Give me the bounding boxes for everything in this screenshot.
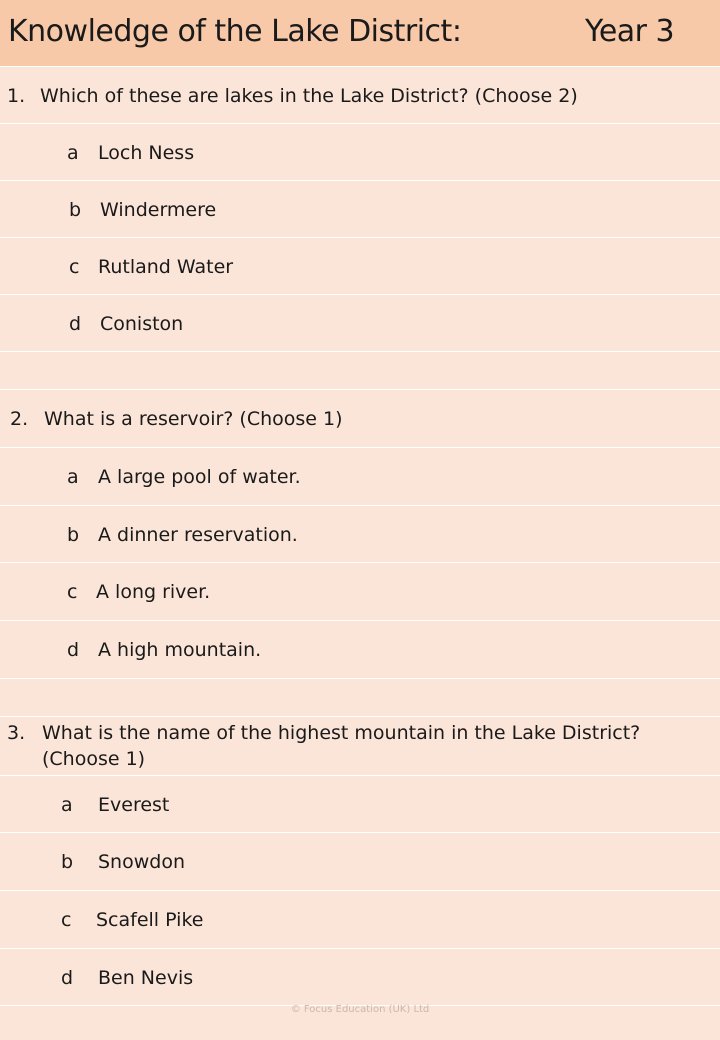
option-text: Ben Nevis: [98, 967, 194, 989]
option-letter: c: [67, 581, 78, 603]
option-letter: b: [61, 851, 74, 873]
question-text: What is a reservoir? (Choose 1): [44, 408, 343, 430]
option-letter: c: [69, 256, 80, 278]
question-text: What is the name of the highest mountain in the Lake District?: [42, 722, 641, 744]
option-text: A dinner reservation.: [98, 524, 298, 546]
option-letter: c: [61, 909, 72, 931]
answer-option-row[interactable]: [0, 506, 720, 563]
option-letter: d: [61, 967, 74, 989]
answer-option-row[interactable]: [0, 563, 720, 621]
option-letter: b: [69, 199, 82, 221]
question-number: 3.: [7, 722, 26, 744]
worksheet-title: Knowledge of the Lake District:: [8, 14, 462, 49]
option-text: Rutland Water: [98, 256, 234, 278]
question-1-row: [0, 67, 720, 124]
option-letter: d: [69, 313, 82, 335]
answer-option-row[interactable]: [0, 891, 720, 949]
answer-option-row[interactable]: [0, 448, 720, 506]
option-text: Loch Ness: [98, 142, 195, 164]
option-text: Everest: [98, 794, 170, 816]
answer-option-row[interactable]: [0, 124, 720, 181]
option-letter: b: [67, 524, 80, 546]
question-number: 1.: [7, 85, 26, 107]
question-text-continued: (Choose 1): [42, 748, 146, 770]
spacer-row: [0, 352, 720, 390]
answer-option-row[interactable]: [0, 833, 720, 891]
answer-option-row[interactable]: [0, 295, 720, 352]
answer-option-row[interactable]: [0, 776, 720, 833]
question-3-row: [0, 717, 720, 776]
spacer-row: [0, 679, 720, 717]
answer-option-row[interactable]: [0, 181, 720, 238]
option-letter: d: [67, 639, 80, 661]
option-text: A long river.: [96, 581, 211, 603]
option-letter: a: [61, 794, 73, 816]
option-text: Coniston: [100, 313, 184, 335]
question-number: 2.: [10, 408, 29, 430]
option-text: A high mountain.: [98, 639, 262, 661]
option-letter: a: [67, 142, 79, 164]
answer-option-row[interactable]: [0, 949, 720, 1006]
copyright-footer: © Focus Education (UK) Ltd: [290, 1004, 430, 1015]
option-text: Scafell Pike: [96, 909, 204, 931]
option-text: Windermere: [100, 199, 217, 221]
answer-option-row[interactable]: [0, 238, 720, 295]
question-text: Which of these are lakes in the Lake District? (Choose 2): [40, 85, 578, 107]
option-text: Snowdon: [98, 851, 185, 873]
answer-option-row[interactable]: [0, 621, 720, 679]
year-group: Year 3: [585, 14, 675, 49]
question-2-row: [0, 390, 720, 448]
option-letter: a: [67, 466, 79, 488]
option-text: A large pool of water.: [98, 466, 301, 488]
worksheet-header: [0, 0, 720, 67]
